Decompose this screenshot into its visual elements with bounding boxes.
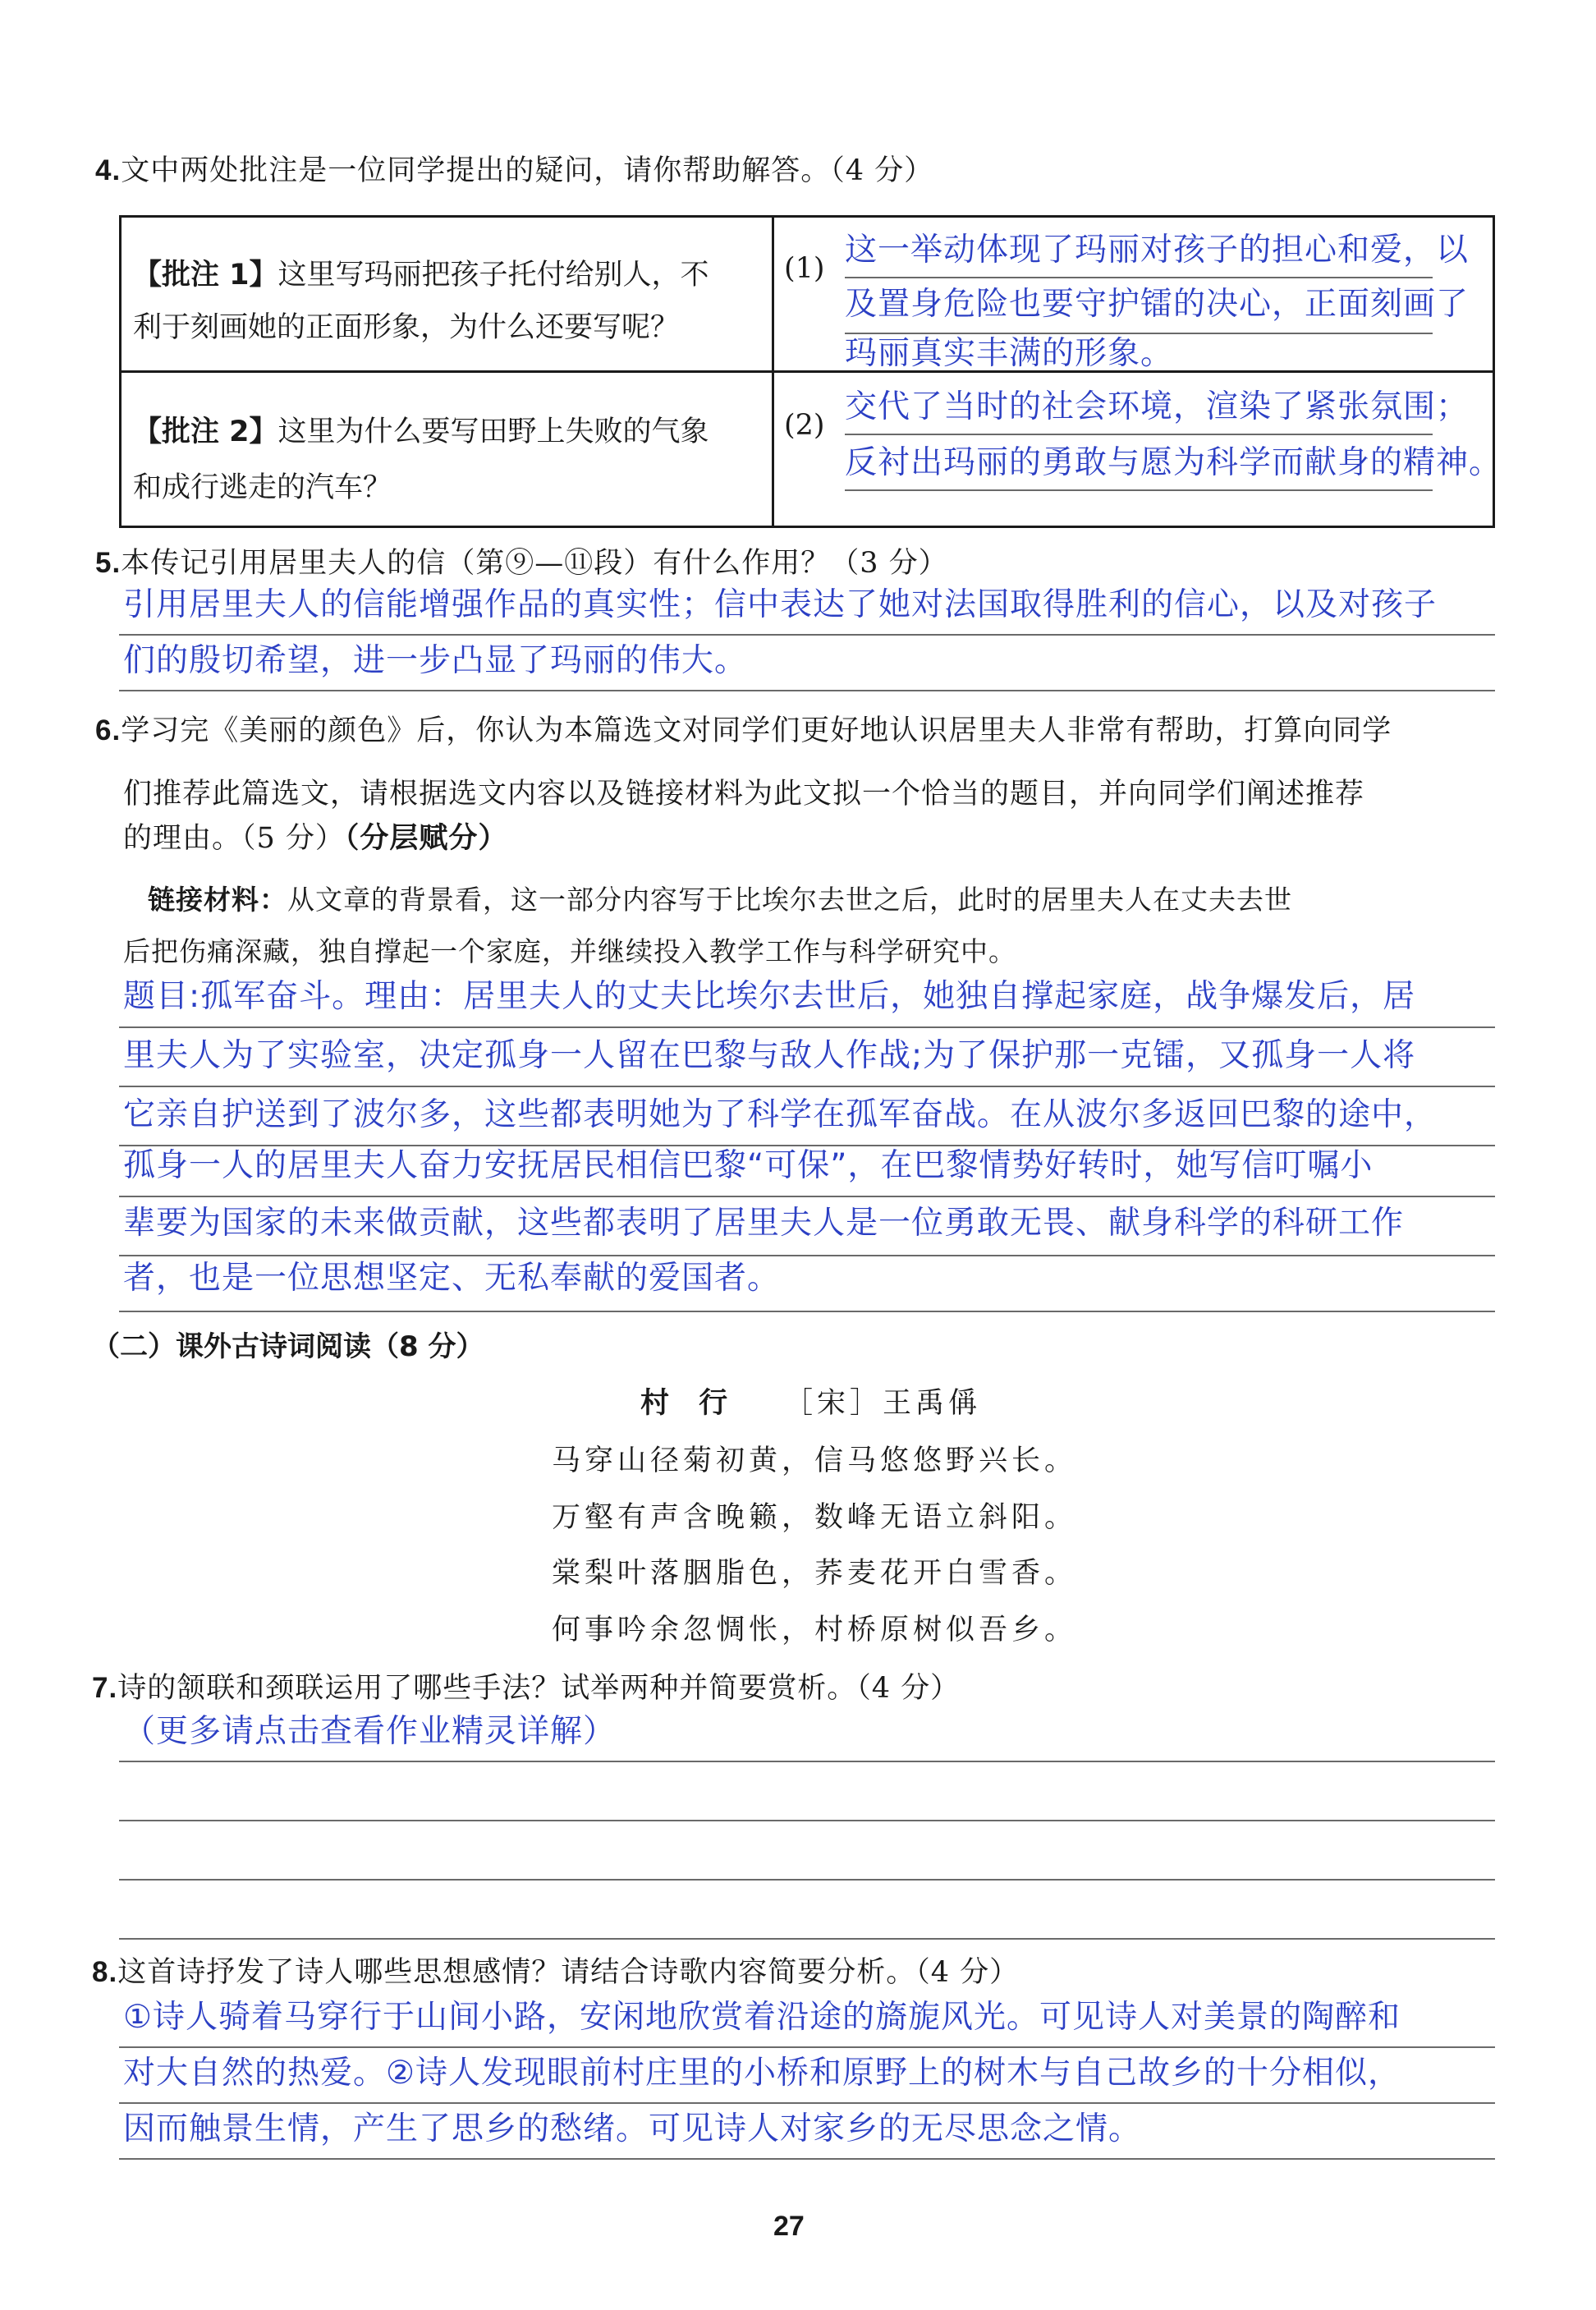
answer-rule: [119, 1086, 1495, 1087]
answer2-line2: 反衬出玛丽的勇敢与愿为科学而献身的精神。: [845, 444, 1502, 481]
q7-prompt: [92, 1674, 960, 1703]
q6-line2: 们推荐此篇选文，请根据选文内容以及链接材料为此文拟一个恰当的题目，并向同学们阐述推荐: [123, 778, 1365, 811]
answer-rule: [119, 1820, 1495, 1821]
q8-answer-line2: 对大自然的热爱。②诗人发现眼前村庄里的小桥和原野上的树木与自己故乡的十分相似，: [123, 2055, 1401, 2092]
poem-author: ［宋］王禹偁: [784, 1387, 982, 1420]
answer-rule: [845, 333, 1433, 334]
answer1-cell: [773, 217, 1494, 372]
q6-line3: 的理由。（5 分）（分层赋分）: [123, 822, 508, 855]
answer1-line3: 玛丽真实丰满的形象。: [845, 335, 1174, 372]
answer1-number: (1): [784, 252, 825, 285]
answer2-number: (2): [784, 409, 825, 442]
answer1-line1: 这一举动体现了玛丽对孩子的担心和爱，以: [845, 232, 1470, 269]
q6-answer-line5: 辈要为国家的未来做贡献，这些都表明了居里夫人是一位勇敢无畏、献身科学的科研工作: [123, 1205, 1405, 1242]
q6-answer-line1: 题目:孤军奋斗。理由：居里夫人的丈夫比埃尔去世后，她独自撑起家庭，战争爆发后，居: [123, 978, 1416, 1015]
answer-rule: [119, 1879, 1495, 1881]
page-number: 27: [773, 2211, 805, 2242]
q8-answer-line3: 因而触景生情，产生了思乡的愁绪。可见诗人对家乡的无尽思念之情。: [123, 2110, 1142, 2147]
q8-answer-line1: ①诗人骑着马穿行于山间小路，安闲地欣赏着沿途的旖旎风光。可见诗人对美景的陶醉和: [123, 1999, 1401, 2036]
link-material-line1: 链接材料：从文章的背景看，这一部分内容写于比埃尔去世之后，此时的居里夫人在丈夫去世: [148, 884, 1292, 916]
note2-line2: 和成行逃走的汽车？: [133, 471, 392, 504]
link-material-line2: 后把伤痛深藏，独自撑起一个家庭，并继续投入教学工作与科学研究中。: [123, 935, 1016, 967]
answer-rule: [119, 1311, 1495, 1312]
answer-rule: [845, 489, 1433, 491]
answer2-line1: 交代了当时的社会环境，渲染了紧张氛围；: [845, 388, 1470, 425]
section2-heading: （二）课外古诗词阅读（8 分）: [92, 1330, 484, 1363]
answer-rule: [119, 1026, 1495, 1028]
poem-line3: 棠梨叶落胭脂色，荞麦花开白雪香。: [552, 1557, 1078, 1590]
answer-rule: [845, 434, 1433, 435]
q4-number: 4.: [95, 154, 122, 186]
answer-rule: [119, 1255, 1495, 1256]
note2-cell: [121, 372, 773, 527]
answer-rule: [119, 2158, 1495, 2160]
q7-number: 7.: [92, 1672, 118, 1704]
q4-prompt: [95, 156, 933, 186]
answer-rule: [119, 2102, 1495, 2104]
poem-line1: 马穿山径菊初黄，信马悠悠野兴长。: [552, 1444, 1078, 1477]
q7-text: 诗的颔联和颈联运用了哪些手法？试举两种并简要赏析。（4 分）: [117, 1672, 961, 1705]
q6-answer-line2: 里夫人为了实验室，决定孤身一人留在巴黎与敌人作战;为了保护那一克镭，又孤身一人将: [123, 1037, 1416, 1074]
answer2-cell: [773, 372, 1502, 527]
answer-rule: [119, 690, 1495, 691]
note2-line1: 【批注 2】这里为什么要写田野上失败的气象: [133, 416, 709, 448]
q5-prompt: [95, 549, 948, 578]
q5-text: 本传记引用居里夫人的信（第⑨—⑪段）有什么作用？（3 分）: [121, 547, 948, 580]
q5-answer-line2: 们的殷切希望，进一步凸显了玛丽的伟大。: [123, 642, 748, 679]
poem-line4: 何事吟余忽惆怅，村桥原树似吾乡。: [552, 1614, 1078, 1646]
answer-rule: [119, 1938, 1495, 1940]
answer-rule: [119, 1761, 1495, 1762]
q6-number: 6.: [95, 714, 122, 746]
q8-text: 这首诗抒发了诗人哪些思想感情？请结合诗歌内容简要分析。（4 分）: [117, 1956, 1020, 1989]
note1-cell: [121, 217, 773, 372]
q8-prompt: [92, 1958, 1019, 1987]
answer-rule: [119, 1145, 1495, 1146]
q5-answer-line1: 引用居里夫人的信能增强作品的真实性；信中表达了她对法国取得胜利的信心，以及对孩子: [123, 586, 1438, 623]
annotation-table: [119, 215, 1502, 528]
q5-number: 5.: [95, 547, 122, 579]
q6-line1: 6.学习完《美丽的颜色》后，你认为本篇选文对同学们更好地认识居里夫人非常有帮助，打算向同学: [95, 714, 1392, 747]
q6-answer-line4: 孤身一人的居里夫人奋力安抚居民相信巴黎“可保”，在巴黎情势好转时，她写信叮嘱小: [123, 1147, 1374, 1184]
q6-tag: （分层赋分）: [344, 822, 508, 855]
note1-line2: 利于刻画她的正面形象，为什么还要写呢？: [133, 311, 680, 344]
poem-line2: 万壑有声含晚籁，数峰无语立斜阳。: [552, 1501, 1078, 1534]
poem-title: 村 行: [640, 1387, 738, 1420]
answer1-line2: 及置身危险也要守护镭的决心，正面刻画了: [845, 286, 1470, 323]
answer-rule: [845, 277, 1433, 278]
answer-rule: [119, 1196, 1495, 1197]
note1-line1: 【批注 1】这里写玛丽把孩子托付给别人，不: [133, 259, 709, 292]
q4-text: 文中两处批注是一位同学提出的疑问，请你帮助解答。（4 分）: [121, 154, 934, 187]
q6-answer-line6: 者，也是一位思想坚定、无私奉献的爱国者。: [123, 1260, 781, 1297]
q8-number: 8.: [92, 1956, 118, 1988]
q6-answer-line3: 它亲自护送到了波尔多，这些都表明她为了科学在孤军奋战。在从波尔多返回巴黎的途中，: [123, 1096, 1438, 1133]
q7-answer: （更多请点击查看作业精灵详解）: [123, 1713, 617, 1750]
answer-rule: [119, 2046, 1495, 2048]
answer-rule: [119, 634, 1495, 636]
